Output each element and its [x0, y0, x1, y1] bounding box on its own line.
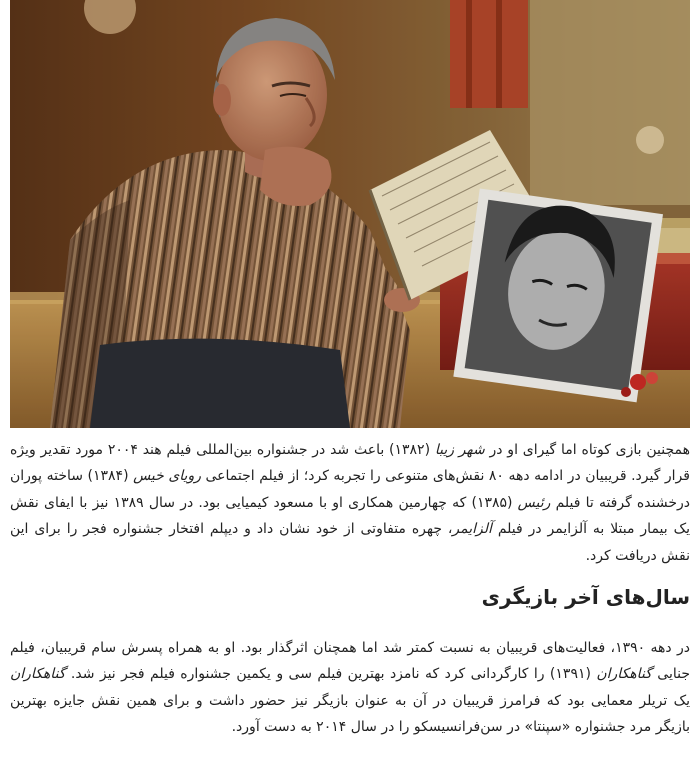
text-run: در دهه ۱۳۹۰، فعالیت‌های قریبیان به نسبت کمتر شد اما همچنان اثرگذار بود. او به همراه پسرش سام قریبیان، فیلم جنایی [10, 640, 690, 683]
text-run: (۱۳۸۲) باعث شد در جشنواره بین‌المللی فیلم هند ۲۰۰۴ مورد تقدیر ویژه قرار گیرد. قریبیان در ادامه دهه ۸۰ نقش‌های متنوعی را تجربه کرد؛ از فیلم اجتماعی [10, 442, 690, 485]
text-run: (۱۳۹۱) را کارگردانی کرد که نامزد بهترین فیلم سی و یکمین جشنواره فیلم فجر نیز شد. [65, 666, 597, 683]
text-run: یک تریلر معمایی بود که فرامرز قریبیان در آن به عنوان بازیگر نیز حضور داشت و برای همین نقش جایزه بهترین بازیگر مرد جشنواره «سپنتا» در سن‌فرانسیسکو را در سال ۲۰۱۴ به دست آورد. [10, 692, 690, 736]
paragraph-career-80s [10, 428, 690, 569]
section-heading-last-years: سال‌های آخر بازیگری [481, 585, 690, 610]
text-run: همچنین بازی کوتاه اما گیرای او در [484, 442, 690, 458]
paragraph-career-90s [10, 635, 690, 741]
film-still-image [10, 0, 690, 428]
text-run: ، چهره متفاوتی از خود نشان داد و دیپلم افتخار جشنواره فجر را برای این نقش دریافت کرد. [10, 521, 690, 564]
text-run: (۱۳۸۵) که چهارمین همکاری او با مسعود کیمیایی بود. در سال ۱۳۸۹ نیز با ایفای نقش یک بیمار مبتلا به آلزایمر در فیلم [10, 494, 690, 538]
film-title-rais: رئیس [517, 494, 551, 511]
film-title-gonahkaran: گناهکاران [596, 666, 652, 683]
text-run: (۱۳۸۴) ساخته پوران درخشنده گرفته تا فیلم [10, 468, 690, 511]
film-title-shahr-e-ziba: شهر زیبا [434, 442, 485, 458]
film-title-gonahkaran: گناهکاران [10, 666, 66, 683]
film-title-roya-ye-khis: رویای خیس [133, 468, 201, 485]
article-body [10, 428, 690, 741]
film-still-illustration [10, 0, 690, 428]
film-title-alzheimer: آلزایمر [452, 521, 492, 538]
